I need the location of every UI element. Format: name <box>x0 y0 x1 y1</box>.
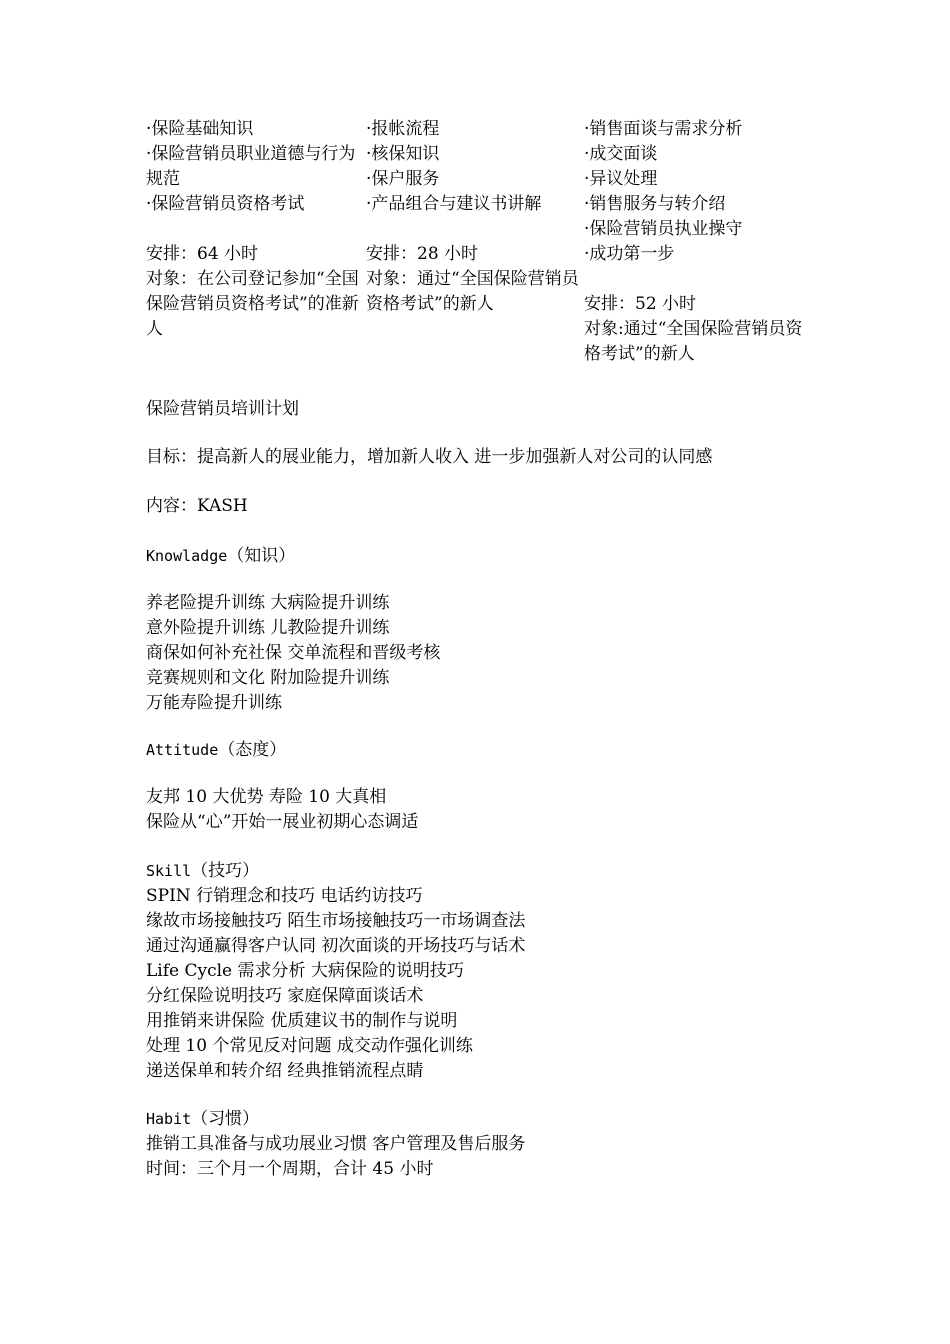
course-item: ·保险营销员资格考试 <box>146 194 305 214</box>
skill-line: SPIN 行销理念和技巧 电话约访技巧 <box>146 886 423 906</box>
habit-heading-en: Habit <box>146 1110 192 1128</box>
habit-line: 推销工具准备与成功展业习惯 客户管理及售后服务 <box>146 1134 526 1154</box>
plan-content-text: 内容：KASH <box>146 496 248 516</box>
skill-heading-zh: （技巧） <box>191 861 260 881</box>
attitude-list <box>146 785 826 835</box>
course-item: ·保险营销员职业道德与行为规范 <box>146 144 356 189</box>
plan-title: 保险营销员培训计划 <box>146 399 299 419</box>
skill-line: Life Cycle 需求分析 大病保险的说明技巧 <box>146 961 464 981</box>
knowledge-list <box>146 591 826 716</box>
knowledge-line: 商保如何补充社保 交单流程和晋级考核 <box>146 643 441 663</box>
course-audience: 对象：在公司登记参加“全国保险营销员资格考试”的准新人 <box>146 269 359 339</box>
skill-heading-en: Skill <box>146 862 192 880</box>
course-schedule: 安排：64 小时 <box>146 244 259 264</box>
course-item: ·销售服务与转介绍 <box>584 194 726 214</box>
attitude-heading-zh: （态度） <box>218 740 287 760</box>
course-item: ·保户服务 <box>366 169 440 189</box>
plan-time: 时间：三个月一个周期，合计 45 小时 <box>146 1159 434 1179</box>
knowledge-heading-zh: （知识） <box>227 546 296 566</box>
course-item: ·产品组合与建议书讲解 <box>366 194 542 214</box>
course-column-1 <box>146 117 364 342</box>
attitude-heading <box>146 738 826 763</box>
course-item: ·保险基础知识 <box>146 119 254 139</box>
skill-line: 分红保险说明技巧 家庭保障面谈话术 <box>146 986 424 1006</box>
skill-section <box>146 859 826 1084</box>
plan-content <box>146 494 826 519</box>
skill-line: 递送保单和转介绍 经典推销流程点睛 <box>146 1061 424 1081</box>
course-item: ·保险营销员执业操守 <box>584 219 743 239</box>
skill-line: 缘故市场接触技巧 陌生市场接触技巧一市场调查法 <box>146 911 526 931</box>
skill-line: 用推销来讲保险 优质建议书的制作与说明 <box>146 1011 458 1031</box>
knowledge-line: 万能寿险提升训练 <box>146 693 282 713</box>
skill-line: 通过沟通赢得客户认同 初次面谈的开场技巧与话术 <box>146 936 526 956</box>
course-schedule: 安排：52 小时 <box>584 294 697 314</box>
plan-goal: 目标：提高新人的展业能力，增加新人收入 进一步加强新人对公司的认同感 <box>146 447 713 467</box>
course-item: ·成功第一步 <box>584 244 675 264</box>
attitude-heading-en: Attitude <box>146 741 219 759</box>
course-schedule: 安排：28 小时 <box>366 244 479 264</box>
course-column-3 <box>584 117 814 367</box>
course-item: ·核保知识 <box>366 144 440 164</box>
attitude-line: 保险从“心”开始一展业初期心态调适 <box>146 812 419 832</box>
skill-line: 处理 10 个常见反对问题 成交动作强化训练 <box>146 1036 473 1056</box>
course-column-2 <box>366 117 582 317</box>
habit-section <box>146 1107 826 1182</box>
knowledge-line: 养老险提升训练 大病险提升训练 <box>146 593 390 613</box>
course-item: ·报帐流程 <box>366 119 440 139</box>
knowledge-heading-en: Knowladge <box>146 547 228 565</box>
course-audience: 对象:通过“全国保险营销员资格考试”的新人 <box>584 319 803 364</box>
habit-heading-zh: （习惯） <box>191 1109 260 1129</box>
attitude-line: 友邦 10 大优势 寿险 10 大真相 <box>146 787 387 807</box>
course-item: ·异议处理 <box>584 169 658 189</box>
knowledge-line: 竞赛规则和文化 附加险提升训练 <box>146 668 390 688</box>
course-item: ·销售面谈与需求分析 <box>584 119 743 139</box>
course-item: ·成交面谈 <box>584 144 658 164</box>
knowledge-line: 意外险提升训练 儿教险提升训练 <box>146 618 390 638</box>
course-audience: 对象：通过“全国保险营销员资格考试”的新人 <box>366 269 579 314</box>
habit-heading <box>146 1107 826 1132</box>
skill-heading <box>146 859 826 884</box>
knowledge-heading <box>146 544 826 569</box>
